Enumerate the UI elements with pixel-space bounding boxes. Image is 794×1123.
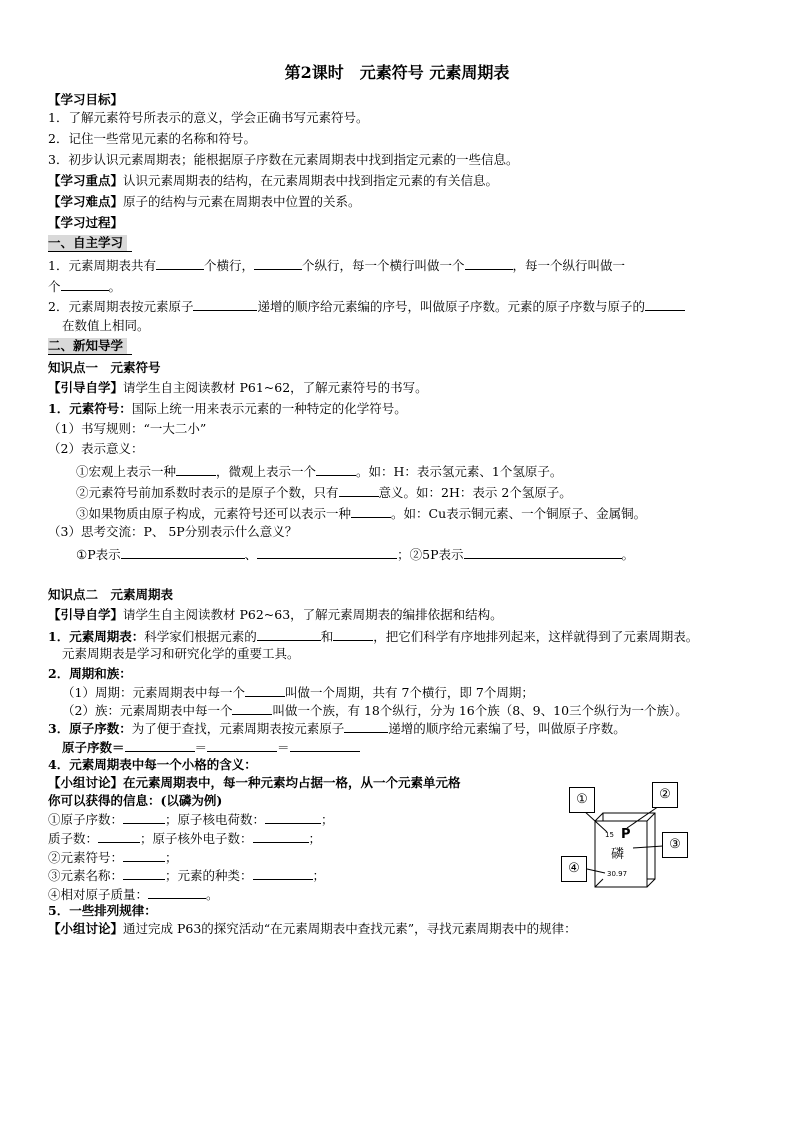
info-line-1 [48,810,334,828]
kp2-s1-text-c: ，把它们科学有序地排列起来，这样就得到了元素周期表。 [373,629,699,644]
info-3-text-a: ②元素符号： [48,850,124,865]
q1-text-d: ，每一个纵行叫做一 [512,258,626,273]
s1-2a-blank-1[interactable] [176,462,216,476]
info-2-blank-1[interactable] [98,829,140,843]
kp2-s1-text-b: 和 [320,629,334,644]
info-5-text-a: ④相对原子质量： [48,887,149,902]
info-line-3 [48,848,178,866]
keypoint-label: 【学习重点】 [48,173,124,188]
s1-3a-blank-3[interactable] [464,545,622,559]
info-3-blank[interactable] [123,848,165,862]
self-study-q1-cont [48,277,121,295]
kp2-guide [48,607,503,623]
s1-3a-text-4: 。 [621,547,635,562]
section-underline [48,251,132,252]
q1-text-e: 个 [48,279,61,294]
discussion-label: 【小组讨论】 [48,775,124,790]
self-study-q1 [48,256,625,274]
kp2-s3-text-b: 递增的顺序给元素编了号，叫做原子序数。 [388,721,626,736]
kp1-s1-label: 1．元素符号： [48,401,132,416]
kp2-s1-text-a: 科学家们根据元素的 [144,629,257,644]
kp2-s2-2-text-b: 叫做一个族，有 18个纵行，分为 16个族（8、9、10三个纵行为一个族）。 [272,703,688,718]
q1-text-b: 个横行， [203,258,254,273]
s1-2a-blank-2[interactable] [316,462,356,476]
info-2-text-a: 质子数： [48,831,99,846]
kp2-s3-label: 3．原子序数： [48,721,132,736]
s1-3a-text-1: ①P表示 [76,547,121,562]
kp1-s1 [48,401,407,417]
info-4-blank-1[interactable] [123,866,165,880]
kp1-s1-text: 国际上统一用来表示元素的一种特定的化学符号。 [131,401,407,416]
info-4-text-a: ③元素名称： [48,868,124,883]
cell-atomic-number: 15 [605,831,614,839]
difficulty-label: 【学习难点】 [48,194,124,209]
info-5-blank[interactable] [148,885,206,899]
info-line-4 [48,866,325,884]
q1-blank-column-name[interactable] [61,277,109,291]
q2-blank-2[interactable] [645,297,685,311]
page-title: 第2课时 元素符号 元素周期表 [284,63,510,82]
q2-text-a: 2．元素周期表按元素原子 [48,299,194,314]
s1-3a-blank-1[interactable] [121,545,245,559]
difficulty-line [48,194,361,210]
self-study-q2-cont: 在数值上相同。 [62,318,150,333]
kp2-discussion [48,775,461,791]
s1-2c-text-1: ③如果物质由原子构成，元素符号还可以表示一种 [76,506,352,521]
info-1-text-c: ； [321,812,334,827]
goals-heading: 【学习目标】 [48,92,124,107]
callout-label-4: ④ [561,856,587,882]
kp2-s5-label: 5．一些排列规律： [48,903,157,918]
kp2-title: 知识点二 元素周期表 [48,587,174,602]
kp2-s1-blank-1[interactable] [257,627,321,641]
kp1-s1-2a [76,462,562,480]
kp2-s2-2-blank[interactable] [232,701,272,715]
info-3-text-b: ； [165,850,178,865]
self-study-heading: 一、自主学习 [48,235,127,251]
kp1-title: 知识点一 元素符号 [48,360,161,375]
q1-blank-row-name[interactable] [465,256,513,270]
info-line-2 [48,829,321,847]
kp2-s2-2-text-a: （2）族：元素周期表中每一个 [62,703,233,718]
kp2-s3 [48,719,626,737]
kp1-s1-3a [76,545,634,563]
goal-item-3: 3．初步认识元素周期表；能根据原子序数在元素周期表中找到指定元素的一些信息。 [48,152,519,167]
process-heading: 【学习过程】 [48,215,124,230]
new-knowledge-heading: 二、新知导学 [48,338,127,354]
info-2-text-c: ； [308,831,322,846]
s1-2a-text-1: ①宏观上表示一种 [76,464,177,479]
cell-atomic-mass: 30.97 [607,870,628,878]
callout-label-3: ③ [662,832,688,858]
discussion2-text: 通过完成 P63的探究活动“在元素周期表中查找元素”，寻找元素周期表中的规律： [123,921,577,936]
kp2-guide-label: 【引导自学】 [48,607,124,622]
goal-item-2: 2．记住一些常见元素的名称和符号。 [48,131,256,146]
info-1-blank-2[interactable] [265,810,321,824]
eq-blank-3[interactable] [290,738,360,752]
kp2-s2-2 [62,701,688,719]
s1-2c-blank[interactable] [351,504,391,518]
q1-text-a: 1．元素周期表共有 [48,258,156,273]
s1-3a-blank-2[interactable] [257,545,397,559]
q2-text-b: 递增的顺序给元素编的序号，叫做原子序数。元素的原子序数与原子的 [257,299,645,314]
kp1-guide-label: 【引导自学】 [48,380,124,395]
s1-2a-text-3: 。如：H：表示氢元素、1个氢原子。 [356,464,563,479]
cell-edge [595,813,603,821]
kp2-discussion-2: 你可以获得的信息：(以磷为例) [48,793,223,808]
kp2-s4-label: 4．元素周期表中每一个小格的含义： [48,757,257,772]
kp2-s3-blank[interactable] [344,719,388,733]
kp1-guide [48,380,428,396]
info-1-text-b: ；原子核电荷数： [165,812,266,827]
discussion2-label: 【小组讨论】 [48,921,124,936]
self-study-q2 [48,297,685,315]
keypoint-line [48,173,498,189]
q1-text-f: 。 [108,279,122,294]
info-4-blank-2[interactable] [253,866,313,880]
cell-element-name: 磷 [611,847,625,862]
kp2-s3-equation [62,738,360,756]
kp2-s1-label: 1．元素周期表： [48,629,145,644]
kp2-s2-label: 2．周期和族： [48,666,132,681]
eq-blank-2[interactable] [207,738,277,752]
info-line-5 [48,885,219,903]
kp2-s3-text-a: 为了便于查找，元素周期表按元素原子 [131,721,345,736]
cell-symbol: P [621,827,631,842]
eq-blank-1[interactable] [125,738,195,752]
section-underline [48,354,132,355]
goal-item-1: 1．了解元素符号所表示的意义，学会正确书写元素符号。 [48,110,369,125]
q1-blank-rows[interactable] [156,256,204,270]
s1-2b-text-2: 意义。如：2H：表示 2个氢原子。 [378,485,572,500]
q1-text-c: 个纵行，每一个横行叫做一个 [301,258,465,273]
callout-label-2: ② [652,782,678,808]
kp2-s1-cont: 元素周期表是学习和研究化学的重要工具。 [62,646,300,661]
kp2-s1-blank-2[interactable] [333,627,373,641]
info-4-text-c: ； [312,868,326,883]
kp2-s2-1-text-a: （1）周期：元素周期表中每一个 [62,685,245,700]
q1-blank-columns[interactable] [254,256,302,270]
s1-2b-blank[interactable] [339,483,379,497]
kp1-s1-2c [76,504,646,522]
kp1-guide-text: 请学生自主阅读教材 P61~62，了解元素符号的书写。 [123,380,428,395]
s1-2a-text-2: ，微观上表示一个 [216,464,317,479]
kp1-s1-1: （1）书写规则：“一大二小” [48,421,207,436]
info-5-text-b: 。 [206,887,219,902]
s1-2c-text-2: 。如：Cu表示铜元素、一个铜原子、金属铜。 [391,506,647,521]
kp2-discussion-3 [48,921,577,937]
s1-2b-text-1: ②元素符号前加系数时表示的是原子个数，只有 [76,485,339,500]
kp1-s1-2b [76,483,572,501]
info-1-text-a: ①原子序数： [48,812,124,827]
kp1-s1-3: （3）思考交流：P、 5P分别表示什么意义？ [48,524,298,539]
q2-blank-1[interactable] [193,297,257,311]
atomic-number-label: 原子序数＝ [62,740,125,755]
kp2-s2-1-text-b: 叫做一个周期，共有 7个横行，即 7个周期； [284,685,534,700]
info-2-text-b: ；原子核外电子数： [140,831,253,846]
kp1-s1-2: （2）表示意义： [48,441,144,456]
kp2-s1 [48,627,698,645]
info-1-blank-1[interactable] [123,810,165,824]
cell-edge [647,879,655,887]
info-4-text-b: ；元素的种类： [165,868,253,883]
eq-sign-1: ＝ [194,740,208,755]
keypoint-text: 认识元素周期表的结构，在元素周期表中找到指定元素的有关信息。 [123,173,499,188]
kp2-guide-text: 请学生自主阅读教材 P62~63，了解元素周期表的编排依据和结构。 [123,607,503,622]
kp2-s2-1-blank[interactable] [245,683,285,697]
cell-edge [647,813,655,821]
discussion-text: 在元素周期表中，每一种元素均占据一格，从一个元素单元格 [123,775,461,790]
difficulty-text: 原子的结构与元素在周期表中位置的关系。 [123,194,361,209]
info-2-blank-2[interactable] [253,829,309,843]
kp2-s2-1 [62,683,534,701]
s1-3a-text-3: ；②5P表示 [397,547,464,562]
eq-sign-2: ＝ [277,740,290,755]
callout-label-1: ① [569,787,595,813]
s1-3a-text-2: 、 [244,547,258,562]
